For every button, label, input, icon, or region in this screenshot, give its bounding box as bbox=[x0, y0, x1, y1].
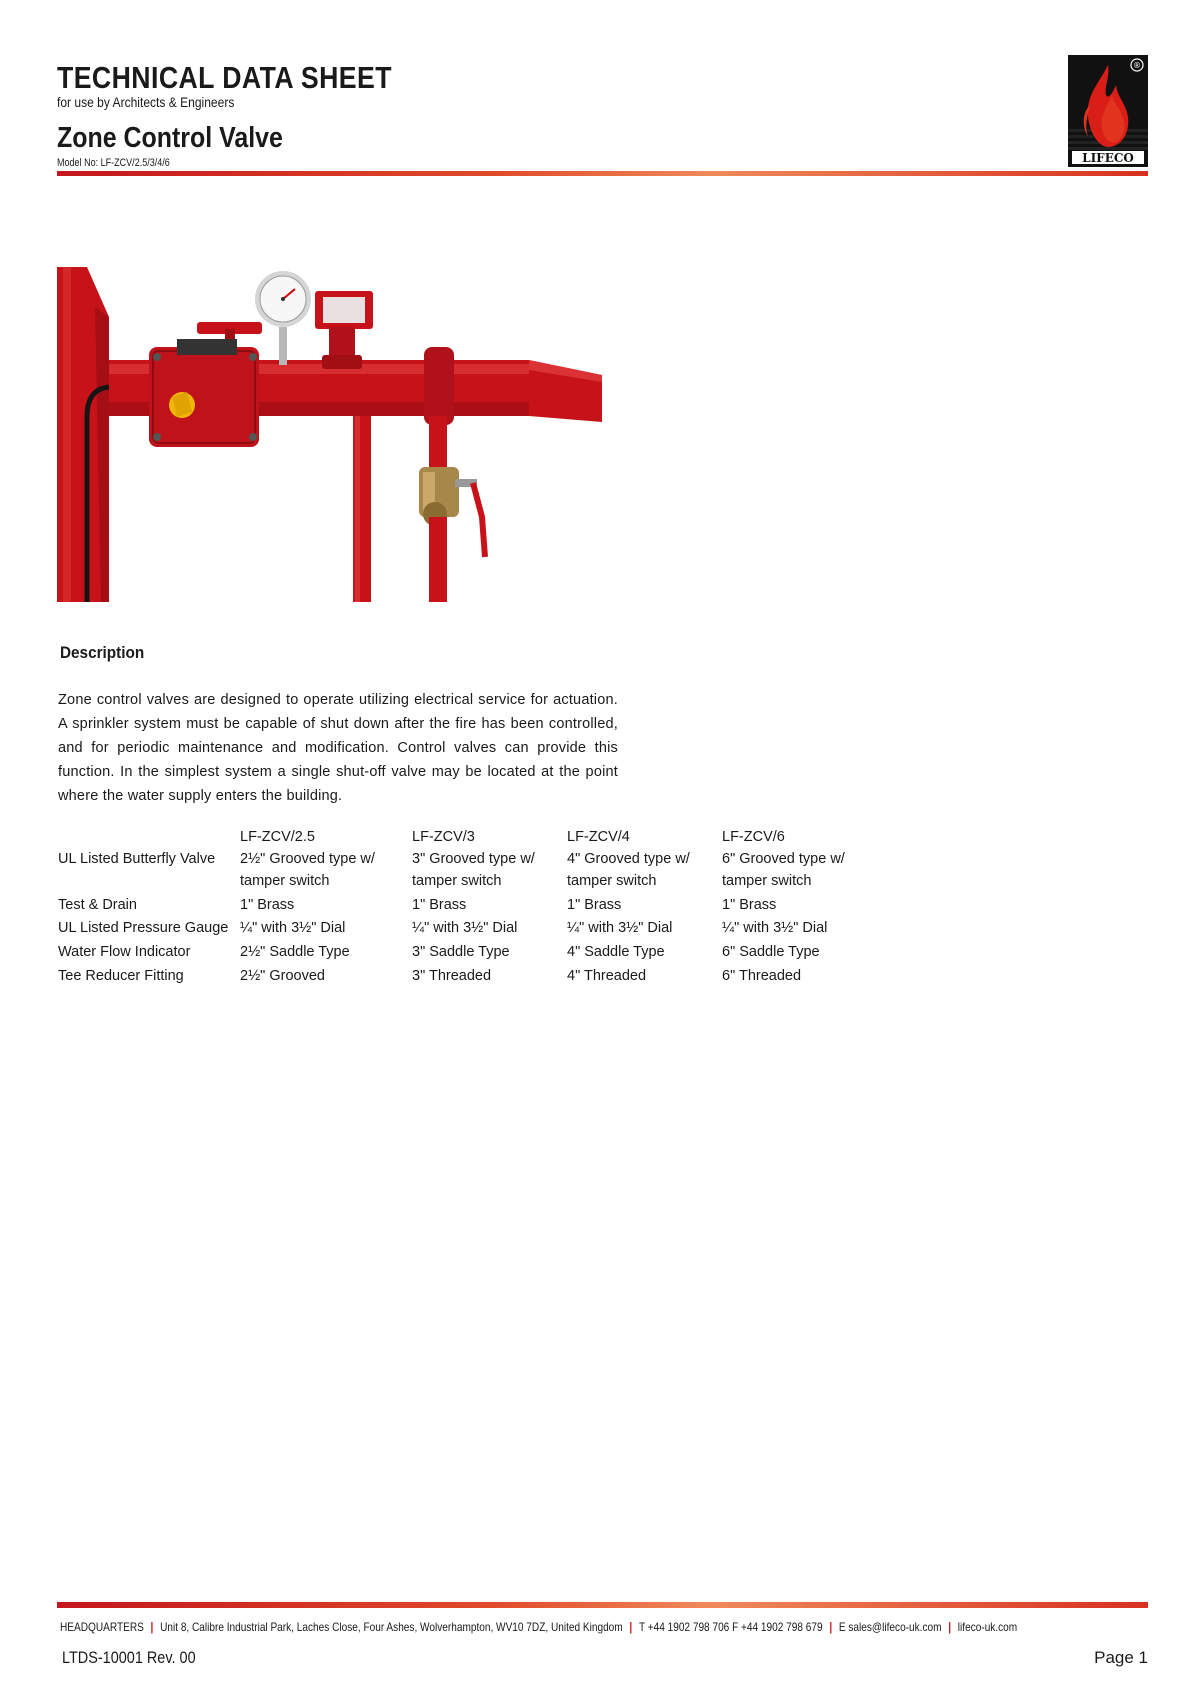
spec-label: Test & Drain bbox=[58, 897, 137, 913]
product-photo bbox=[57, 267, 605, 602]
spec-value: 1" Brass bbox=[240, 897, 295, 913]
email-link[interactable]: E sales@lifeco-uk.com bbox=[838, 1620, 942, 1634]
spec-value: 3" Threaded bbox=[412, 968, 492, 984]
spec-value: ¼" with 3½" Dial bbox=[240, 920, 346, 936]
phone: T +44 1902 798 706 F +44 1902 798 679 bbox=[638, 1620, 823, 1634]
spec-label: Water Flow Indicator bbox=[58, 944, 191, 960]
registered-mark: ® bbox=[1133, 61, 1141, 70]
spec-value: 2½" Grooved bbox=[240, 968, 325, 984]
document-subtitle: for use by Architects & Engineers bbox=[57, 94, 235, 110]
description-text: Zone control valves are designed to operate utilizing electrical service for actuation. A sprinkler system must be capable of shut down after the fire has been controlled, and for periodic maintenance and modification. Control valves can provide this function. In the simplest system a single shut-off valve may be located at the point where the water supply enters the building. bbox=[58, 692, 618, 804]
spec-value: 1" Brass bbox=[722, 897, 777, 913]
model-header: LF-ZCV/3 bbox=[412, 829, 475, 845]
document-title: TECHNICAL DATA SHEET bbox=[57, 60, 392, 95]
spec-value: 4" Threaded bbox=[567, 968, 647, 984]
model-header: LF-ZCV/2.5 bbox=[240, 829, 315, 845]
spec-value: 2½" Grooved type w/ tamper switch bbox=[240, 851, 375, 889]
spec-label: Tee Reducer Fitting bbox=[58, 968, 184, 984]
spec-value: 4" Saddle Type bbox=[567, 944, 665, 960]
footer-divider bbox=[57, 1602, 1148, 1608]
address: Unit 8, Calibre Industrial Park, Laches Close, Four Ashes, Wolverhampton, WV10 7DZ, United Kingdom bbox=[160, 1620, 623, 1634]
logo-wordmark: LIFECO bbox=[1082, 151, 1134, 165]
spec-value: 6" Saddle Type bbox=[722, 944, 820, 960]
spec-value: 3" Grooved type w/ tamper switch bbox=[412, 851, 535, 889]
spec-value: ¼" with 3½" Dial bbox=[722, 920, 828, 936]
spec-value: 1" Brass bbox=[567, 897, 622, 913]
header-divider bbox=[57, 171, 1148, 176]
model-header: LF-ZCV/6 bbox=[722, 829, 785, 845]
spec-value: 1" Brass bbox=[412, 897, 467, 913]
website-link[interactable]: lifeco-uk.com bbox=[957, 1620, 1018, 1634]
spec-label: UL Listed Pressure Gauge bbox=[58, 920, 229, 936]
spec-value: 4" Grooved type w/ tamper switch bbox=[567, 851, 690, 889]
separator: | bbox=[150, 1620, 154, 1634]
spec-value: 2½" Saddle Type bbox=[240, 944, 350, 960]
separator: | bbox=[829, 1620, 833, 1634]
separator: | bbox=[948, 1620, 952, 1634]
spec-value: ¼" with 3½" Dial bbox=[412, 920, 518, 936]
separator: | bbox=[629, 1620, 633, 1634]
spec-value: 6" Threaded bbox=[722, 968, 802, 984]
spec-value: 6" Grooved type w/ tamper switch bbox=[722, 851, 845, 889]
description-heading: Description bbox=[60, 643, 145, 662]
document-reference: LTDS-10001 Rev. 00 bbox=[62, 1648, 196, 1667]
spec-value: ¼" with 3½" Dial bbox=[567, 920, 673, 936]
lifeco-logo bbox=[1068, 55, 1148, 167]
model-header: LF-ZCV/4 bbox=[567, 829, 630, 845]
spec-label: UL Listed Butterfly Valve bbox=[58, 851, 216, 867]
model-number: Model No: LF-ZCV/2.5/3/4/6 bbox=[57, 157, 170, 169]
page-number: Page 1 bbox=[1094, 1648, 1148, 1667]
product-title: Zone Control Valve bbox=[57, 122, 283, 154]
spec-value: 3" Saddle Type bbox=[412, 944, 510, 960]
footer-contact bbox=[60, 1620, 1017, 1634]
hq-label: HEADQUARTERS bbox=[60, 1620, 144, 1634]
